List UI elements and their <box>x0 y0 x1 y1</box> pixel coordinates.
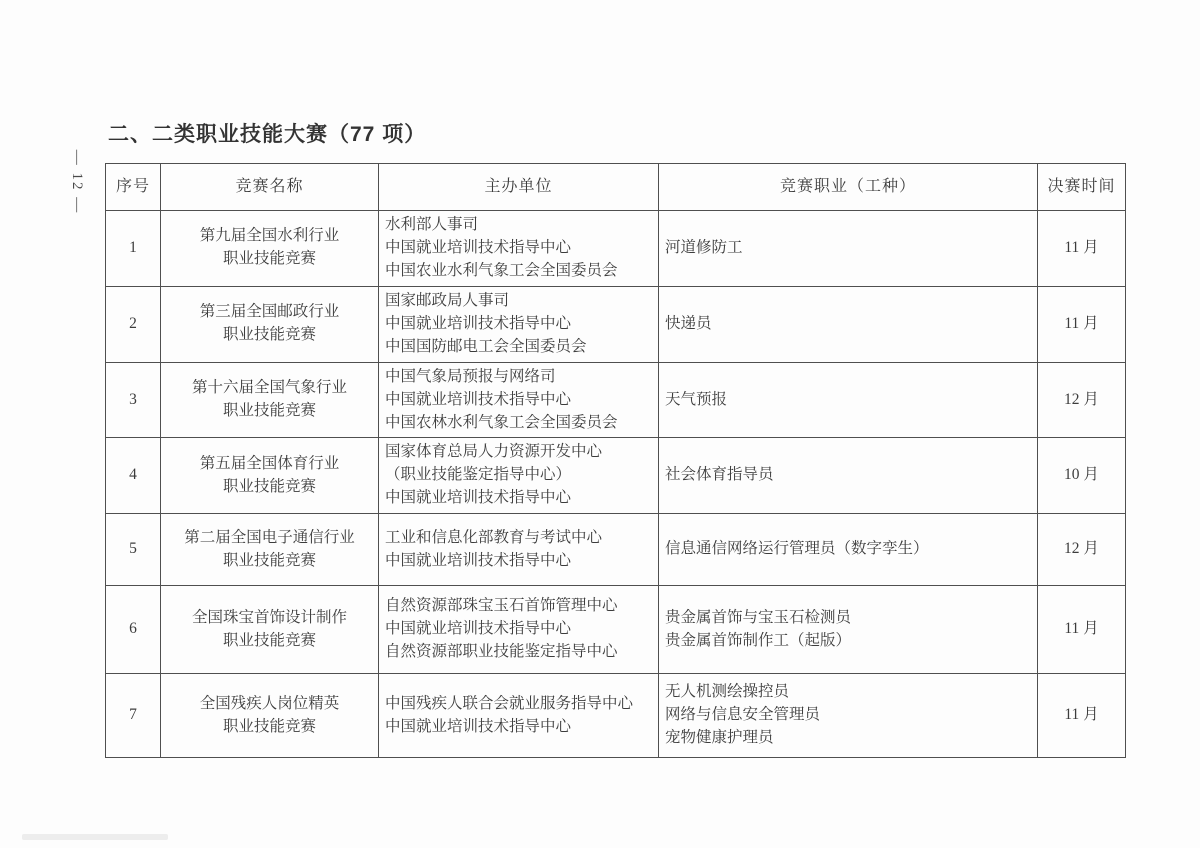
table-row <box>106 362 1126 438</box>
header-competition-name: 竞赛名称 <box>161 164 379 211</box>
header-final-time: 决赛时间 <box>1038 164 1126 211</box>
cell-final-time: 11 月 <box>1038 674 1126 758</box>
cell-competition-name: 全国残疾人岗位精英 职业技能竞赛 <box>161 674 379 758</box>
page-number: — 12 — <box>69 149 85 215</box>
table-row <box>106 286 1126 362</box>
table-row <box>106 586 1126 674</box>
header-serial-number: 序号 <box>106 164 161 211</box>
cell-final-time: 11 月 <box>1038 586 1126 674</box>
competition-table <box>105 163 1126 758</box>
table-row <box>106 438 1126 514</box>
header-occupation: 竞赛职业（工种） <box>659 164 1038 211</box>
cell-serial-number: 5 <box>106 514 161 586</box>
cell-organizer: 工业和信息化部教育与考试中心 中国就业培训技术指导中心 <box>379 514 659 586</box>
cell-serial-number: 2 <box>106 286 161 362</box>
cell-final-time: 10 月 <box>1038 438 1126 514</box>
cell-competition-name: 第九届全国水利行业 职业技能竞赛 <box>161 211 379 287</box>
cell-serial-number: 6 <box>106 586 161 674</box>
header-organizer: 主办单位 <box>379 164 659 211</box>
cell-competition-name: 第十六届全国气象行业 职业技能竞赛 <box>161 362 379 438</box>
cell-occupation: 河道修防工 <box>659 211 1038 287</box>
cell-serial-number: 3 <box>106 362 161 438</box>
cell-final-time: 11 月 <box>1038 211 1126 287</box>
cell-serial-number: 4 <box>106 438 161 514</box>
cell-serial-number: 1 <box>106 211 161 287</box>
cell-occupation: 贵金属首饰与宝玉石检测员 贵金属首饰制作工（起版） <box>659 586 1038 674</box>
cell-occupation: 社会体育指导员 <box>659 438 1038 514</box>
cell-occupation: 快递员 <box>659 286 1038 362</box>
cell-organizer: 中国气象局预报与网络司 中国就业培训技术指导中心 中国农林水利气象工会全国委员会 <box>379 362 659 438</box>
scan-smudge <box>22 834 168 840</box>
cell-organizer: 国家邮政局人事司 中国就业培训技术指导中心 中国国防邮电工会全国委员会 <box>379 286 659 362</box>
cell-competition-name: 第二届全国电子通信行业 职业技能竞赛 <box>161 514 379 586</box>
cell-occupation: 天气预报 <box>659 362 1038 438</box>
cell-final-time: 12 月 <box>1038 362 1126 438</box>
table-row <box>106 211 1126 287</box>
table-header-row <box>106 164 1126 211</box>
cell-competition-name: 第三届全国邮政行业 职业技能竞赛 <box>161 286 379 362</box>
cell-organizer: 国家体育总局人力资源开发中心 （职业技能鉴定指导中心） 中国就业培训技术指导中心 <box>379 438 659 514</box>
cell-competition-name: 全国珠宝首饰设计制作 职业技能竞赛 <box>161 586 379 674</box>
cell-occupation: 信息通信网络运行管理员（数字孪生） <box>659 514 1038 586</box>
cell-competition-name: 第五届全国体育行业 职业技能竞赛 <box>161 438 379 514</box>
cell-serial-number: 7 <box>106 674 161 758</box>
cell-organizer: 水利部人事司 中国就业培训技术指导中心 中国农业水利气象工会全国委员会 <box>379 211 659 287</box>
table-row <box>106 674 1126 758</box>
cell-organizer: 自然资源部珠宝玉石首饰管理中心 中国就业培训技术指导中心 自然资源部职业技能鉴定指导中心 <box>379 586 659 674</box>
cell-final-time: 12 月 <box>1038 514 1126 586</box>
cell-final-time: 11 月 <box>1038 286 1126 362</box>
section-title: 二、二类职业技能大赛（77 项） <box>108 123 427 146</box>
cell-organizer: 中国残疾人联合会就业服务指导中心 中国就业培训技术指导中心 <box>379 674 659 758</box>
table-row <box>106 514 1126 586</box>
cell-occupation: 无人机测绘操控员 网络与信息安全管理员 宠物健康护理员 <box>659 674 1038 758</box>
